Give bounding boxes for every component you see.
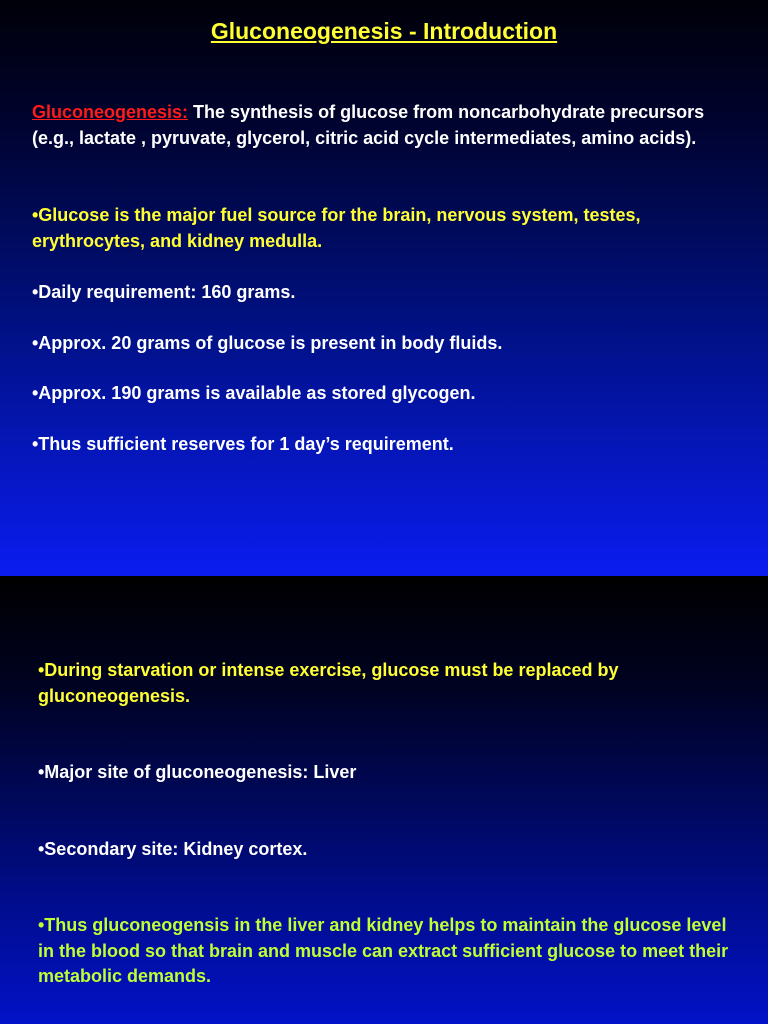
bullet-major-site: •Major site of gluconeogenesis: Liver <box>38 762 357 782</box>
slide-title: Gluconeogenesis - Introduction <box>210 18 558 44</box>
bullet-fuel-source: •Glucose is the major fuel source for the brain, nervous system, testes, erythrocytes, and kidney medulla. <box>32 205 641 251</box>
definition-paragraph <box>32 100 747 151</box>
bullet-reserves: •Thus sufficient reserves for 1 day’s requirement. <box>32 434 454 454</box>
bullet-daily-requirement: •Daily requirement: 160 grams. <box>32 282 296 302</box>
bullet-secondary-site: •Secondary site: Kidney cortex. <box>38 839 308 859</box>
bullet-body-fluids: •Approx. 20 grams of glucose is present in body fluids. <box>32 333 503 353</box>
bullet-starvation: •During starvation or intense exercise, glucose must be replaced by gluconeogenesis. <box>38 660 619 706</box>
definition-text: The synthesis of glucose from noncarbohydrate precursors (e.g., lactate , pyruvate, glycerol, citric acid cycle intermediates, amino acids). <box>32 102 705 148</box>
bullet-conclusion: •Thus gluconeogensis in the liver and kidney helps to maintain the glucose level in the blood so that brain and muscle can extract sufficient glucose to meet their metabolic demands. <box>38 915 729 986</box>
definition-term: Gluconeogenesis: <box>32 102 189 122</box>
bullet-glycogen: •Approx. 190 grams is available as stored glycogen. <box>32 383 476 403</box>
slide-2 <box>0 576 768 1024</box>
